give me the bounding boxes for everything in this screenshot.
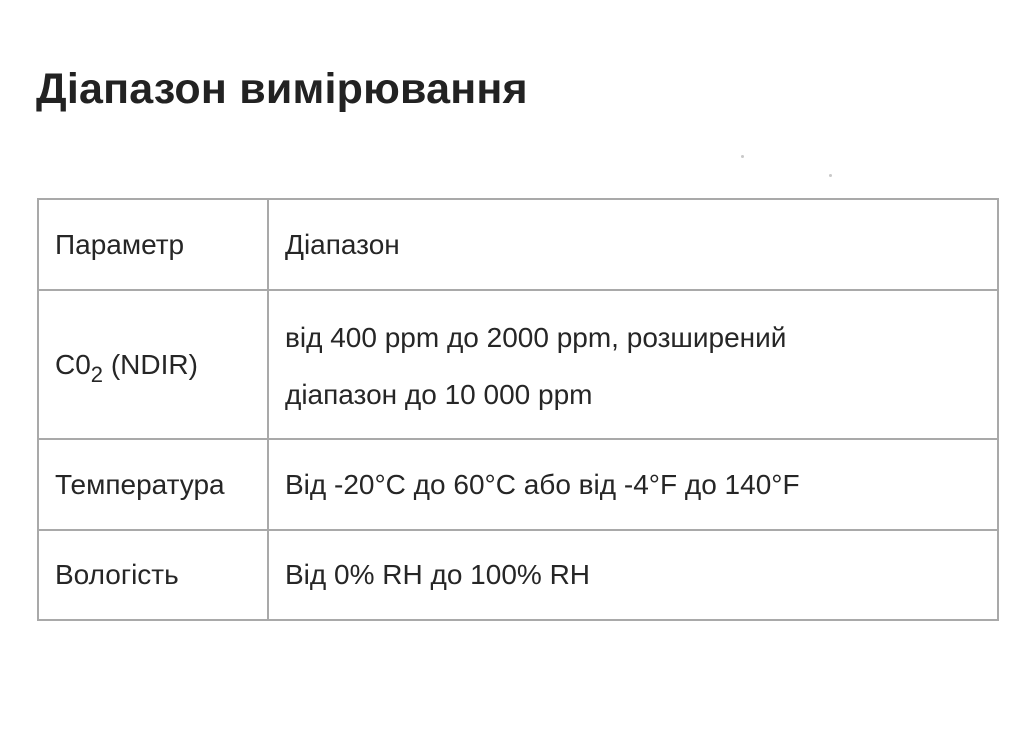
param-cell-co2 [38, 290, 268, 439]
co2-range-line-1: від 400 ppm до 2000 ppm, розширений [285, 321, 787, 353]
table-header-row [38, 199, 998, 290]
table-row-humidity [38, 530, 998, 620]
header-cell-range: Діапазон [268, 199, 998, 290]
table-row-temperature [38, 439, 998, 530]
speck [741, 155, 744, 158]
page-title: Діапазон вимірювання [36, 65, 528, 113]
table-row-co2 [38, 290, 998, 439]
co2-label: C0 [55, 348, 91, 380]
range-cell-co2 [268, 290, 998, 439]
header-cell-parameter: Параметр [38, 199, 268, 290]
speck [829, 174, 832, 177]
range-cell-temperature: Від -20°C до 60°C або від -4°F до 140°F [268, 439, 998, 530]
range-cell-humidity: Від 0% RH до 100% RH [268, 530, 998, 620]
co2-subscript: 2 [90, 361, 104, 387]
param-cell-humidity: Вологість [38, 530, 268, 620]
param-cell-temperature: Температура [38, 439, 268, 530]
co2-range-line-2: діапазон до 10 000 ppm [285, 378, 593, 410]
measurement-range-table [37, 198, 999, 621]
co2-method: (NDIR) [103, 348, 198, 380]
